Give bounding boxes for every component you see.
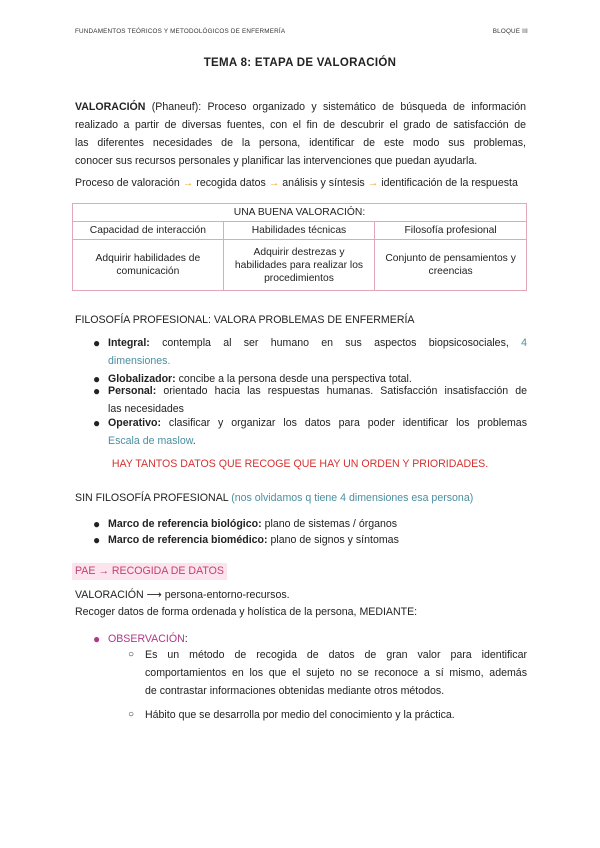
- definition-line-3: las diferentes necesidades de la persona, identificar de este modo sus problemas,: [75, 137, 526, 149]
- bullet-icon: ●: [93, 533, 101, 547]
- section-heading: SIN FILOSOFÍA PROFESIONAL (nos olvidamos q tiene 4 dimensiones esa persona): [75, 492, 474, 504]
- list-item: OBSERVACIÓN:: [108, 633, 188, 645]
- sub-list-item-continuation: de contrastar informaciones obtenidas mediante otros métodos.: [145, 685, 445, 697]
- bullet-icon: ●: [93, 632, 101, 646]
- sub-list-item: Hábito que se desarrolla por medio del conocimiento y la práctica.: [145, 709, 455, 721]
- bullet-icon: ●: [93, 336, 101, 350]
- page-title: TEMA 8: ETAPA DE VALORACIÓN: [203, 57, 397, 69]
- table-row: [73, 240, 527, 291]
- definition-term: VALORACIÓN: [75, 101, 146, 113]
- definition-line-4: conocer sus recursos personales y planificar las intervenciones que puedan ayudarla.: [75, 155, 478, 167]
- table-header-row: [73, 222, 527, 240]
- list-item-continuation: dimensiones.: [108, 355, 171, 367]
- table-title: UNA BUENA VALORACIÓN:: [73, 204, 527, 222]
- bullet-icon: ●: [93, 384, 101, 398]
- arrow-icon: →: [182, 177, 194, 189]
- priority-note: HAY TANTOS DATOS QUE RECOGE QUE HAY UN ORDEN Y PRIORIDADES.: [111, 458, 489, 470]
- sub-list-item: Es un método de recogida de datos de gran valor para identificar: [145, 649, 527, 661]
- bullet-icon: ●: [93, 517, 101, 531]
- bullet-icon: ●: [93, 372, 101, 386]
- definition-line-1: VALORACIÓN (Phaneuf): Proceso organizado y sistemático de búsqueda de información: [75, 101, 526, 113]
- table-cell: Adquirir destrezas y habilidades para realizar los procedimientos: [223, 240, 374, 291]
- sub-bullet-icon: ○: [128, 709, 135, 720]
- list-item-continuation: las necesidades: [108, 403, 184, 415]
- table-title-row: [73, 204, 527, 222]
- sub-list-item-continuation: comportamientos en los que el sujeto no se reconoce a sí mismo, además: [145, 667, 527, 679]
- table-cell: Conjunto de pensamientos y creencias: [375, 240, 527, 291]
- valoracion-table: [72, 203, 527, 291]
- list-item: Integral: contempla al ser humano en sus aspectos biopsicosociales, 4: [108, 337, 527, 349]
- list-item: Operativo: clasificar y organizar los datos para poder identificar los problemas: [108, 417, 527, 429]
- running-header-left: FUNDAMENTOS TEÓRICOS Y METODOLÓGICOS DE ENFERMERÍA: [75, 28, 286, 35]
- definition-line-2: realizado a partir de diversas fuentes, con el fin de descubrir el grado de satisfacción de: [75, 119, 526, 131]
- bullet-icon: ●: [93, 416, 101, 430]
- pae-line-1: VALORACIÓN ⟶ persona-entorno-recursos.: [75, 589, 290, 601]
- table-cell: Adquirir habilidades de comunicación: [73, 240, 224, 291]
- list-item: Marco de referencia biológico: plano de sistemas / órganos: [108, 518, 398, 530]
- running-header-right: BLOQUE III: [492, 28, 528, 35]
- pae-line-2: Recoger datos de forma ordenada y holística de la persona, MEDIANTE:: [75, 606, 418, 618]
- arrow-icon: →: [268, 177, 280, 189]
- list-item: Globalizador: concibe a la persona desde una perspectiva total.: [108, 373, 412, 385]
- list-item: Marco de referencia biomédico: plano de signos y síntomas: [108, 534, 399, 546]
- arrow-icon: →: [367, 177, 379, 189]
- table-header-cell: Capacidad de interacción: [73, 222, 224, 240]
- list-item: Personal: orientado hacia las respuestas humanas. Satisfacción insatisfacción de: [108, 385, 527, 397]
- process-line: Proceso de valoración → recogida datos → análisis y síntesis → identificación de la respuesta: [75, 177, 518, 189]
- table-header-cell: Filosofía profesional: [375, 222, 527, 240]
- sub-bullet-icon: ○: [128, 649, 135, 660]
- list-item-continuation: Escala de maslow.: [108, 435, 196, 447]
- pae-highlight-label: PAE → RECOGIDA DE DATOS: [72, 563, 227, 580]
- table-header-cell: Habilidades técnicas: [223, 222, 374, 240]
- section-heading: FILOSOFÍA PROFESIONAL: VALORA PROBLEMAS DE ENFERMERÍA: [75, 314, 415, 326]
